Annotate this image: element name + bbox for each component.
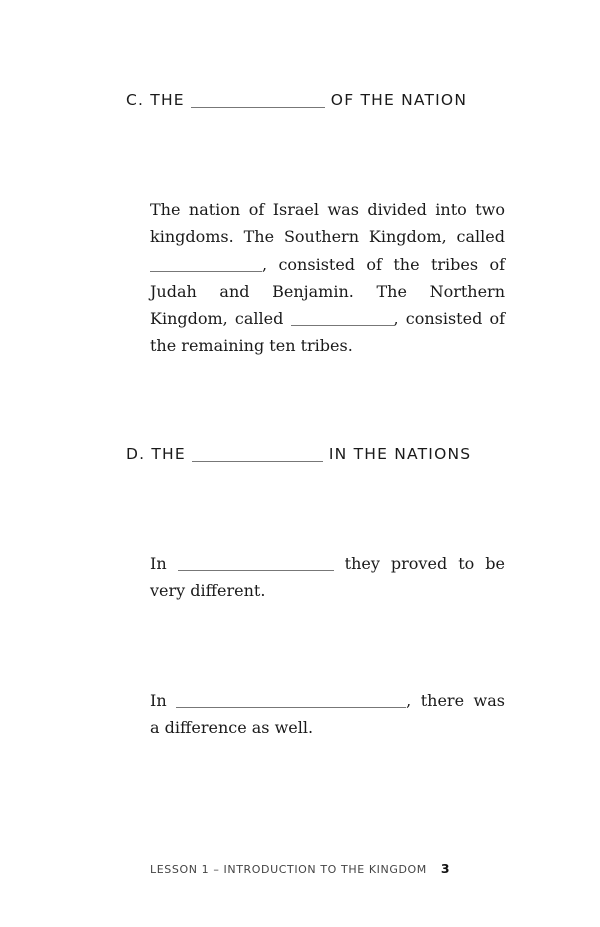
section-d-title-blank[interactable] <box>192 461 323 462</box>
page-number: 3 <box>440 861 451 876</box>
section-d-p2-end: , there was a difference as well. <box>150 691 505 738</box>
page-footer <box>150 861 450 876</box>
section-c-heading <box>126 91 467 109</box>
section-c-prefix: C. THE <box>126 91 185 109</box>
section-d-paragraph-1 <box>150 550 505 605</box>
northern-kingdom-blank[interactable] <box>291 325 394 326</box>
footer-lesson-title: LESSON 1 – INTRODUCTION TO THE KINGDOM <box>150 863 427 876</box>
section-d-p1-end: they proved to be very different. <box>150 554 505 601</box>
section-c-text-3: , consisted of the remaining ten tribes. <box>150 309 506 356</box>
section-d-heading <box>126 445 471 463</box>
southern-kingdom-blank[interactable] <box>150 271 262 272</box>
section-d-paragraph-2 <box>150 687 505 742</box>
section-c-suffix: OF THE NATION <box>330 91 468 109</box>
section-d-prefix: D. THE <box>126 445 186 463</box>
section-c-paragraph <box>150 196 505 360</box>
section-d-blank-1[interactable] <box>178 570 334 571</box>
section-c-text-2: , consisted of the tribes of Judah and Benjamin. The Northern Kingdom, called <box>150 254 505 329</box>
section-d-blank-2[interactable] <box>176 707 406 708</box>
section-c-title-blank[interactable] <box>191 107 325 108</box>
section-d-suffix: IN THE NATIONS <box>328 445 472 463</box>
section-d-p2-start: In <box>150 691 167 710</box>
section-d-p1-start: In <box>150 554 167 573</box>
section-c-text-1: The nation of Israel was divided into two kingdoms. The Southern Kingdom, called <box>150 200 505 247</box>
